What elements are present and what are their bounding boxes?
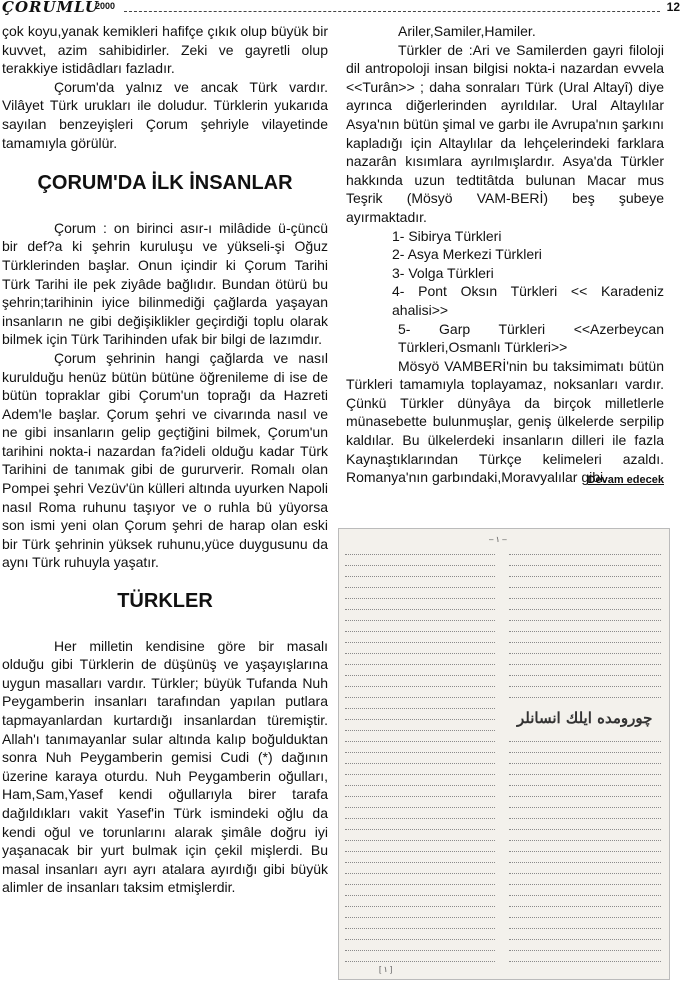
scan-text-line: [509, 626, 661, 632]
paragraph: çok koyu,yanak kemikleri hafifçe çıkık olup büyük bir kuvvet, azim sahibidirler. Zeki ve gayretli olup terakkiye istidâdları fazladır.: [2, 23, 328, 77]
scan-text-line: [509, 835, 661, 841]
scan-text-line: [509, 582, 661, 588]
scan-text-line: [345, 571, 495, 577]
scan-text-line: [509, 593, 661, 599]
scan-text-line: [509, 637, 661, 643]
list-item: 3- Volga Türkleri: [392, 264, 494, 281]
scan-text-line: [509, 560, 661, 566]
scan-text-line: [509, 901, 661, 907]
scan-title: چورومده ایلك انسانلر: [517, 709, 653, 727]
scan-text-line: [345, 824, 495, 830]
scan-text-line: [345, 945, 495, 951]
issue-year: 2000: [95, 1, 116, 11]
section-heading: ÇORUM'DA İLK İNSANLAR: [37, 172, 293, 195]
paragraph: Her milletin kendisine göre bir masalı olduğu gibi Türklerin de düşünüş ve yaşayışlarına uygun masalları vardır. Türkler; büyük Tufanda Nuh Peygamberin insanları tarafından yapılan putlara tapmayanlardan kurtardığı insanlardan türemiştir. Allah'ı tanımayanlar sular altında kalıp boğulduktan sonra Nuh Peygamberin gemisi Cudi (*) dağının üzerine karaya oturdu. Nuh Peygamberin oğulları, Ham,Sam,Yasef kendi oğullarıyla birer tarafa dağıldıkları vakit Yasef'in Türk ismindeki oğlu da kendi oğul ve torunlarını alarak şimâle doğru iyi yaşanacak bir yurt bulmak için çekil mişlerdi. Bu masal insanları ayrı ayrı atalara ayırdığı gibi büyük alimler de insanları taksim etmişlerdir.: [2, 637, 328, 896]
scan-text-line: [509, 780, 661, 786]
scanned-ottoman-page: [338, 528, 670, 980]
scan-text-line: [509, 890, 661, 896]
scan-footnote: [ ١ ]: [379, 965, 393, 974]
scan-text-line: [345, 681, 495, 687]
scan-text-line: [509, 648, 661, 654]
page-header: [0, 0, 684, 16]
scan-text-line: [345, 703, 495, 709]
scan-text-line: [345, 901, 495, 907]
scan-text-line: [509, 868, 661, 874]
scan-text-line: [345, 747, 495, 753]
scan-text-line: [509, 736, 661, 742]
scan-text-line: [345, 791, 495, 797]
scan-text-line: [345, 714, 495, 720]
scan-text-line: [345, 868, 495, 874]
scan-text-line: [509, 692, 661, 698]
scan-text-line: [345, 934, 495, 940]
scan-text-line: [509, 813, 661, 819]
list-item: 4- Pont Oksın Türkleri << Karadeniz ahalisi>>: [392, 283, 664, 318]
scan-text-line: [345, 956, 495, 962]
paragraph: Mösyö VAMBERİ'nin bu taksimimatı bütün Türkleri tamamıyla toplayamaz, noksanları vardır. Çünkü Türkler dünyâya da birçok milletlerle münasebette bulunmuşlar, geniş ülkelerde serpilip kaldılar. Bu ülkelerdeki insanların dilleri ile fazla Kaynaştıklarından Türkçe kelimeleri azaldı. Romanya'nın garbındaki,Moravyalılar gibi.: [346, 357, 664, 486]
scan-text-line: [509, 945, 661, 951]
scan-text-line: [509, 758, 661, 764]
scan-text-line: [509, 549, 661, 555]
scan-text-line: [345, 615, 495, 621]
scan-text-line: [345, 692, 495, 698]
scan-text-line: [509, 615, 661, 621]
left-column: [2, 22, 328, 897]
scan-text-line: [509, 659, 661, 665]
scan-text-line: [509, 571, 661, 577]
scan-text-line: [509, 802, 661, 808]
header-rule: [124, 11, 660, 12]
scan-text-line: [345, 835, 495, 841]
scan-text-line: [345, 637, 495, 643]
continued-note: Devam edecek: [587, 473, 664, 486]
scan-text-line: [345, 813, 495, 819]
scan-text-line: [509, 604, 661, 610]
scan-text-line: [345, 648, 495, 654]
scan-text-line: [345, 593, 495, 599]
scan-text-line: [345, 725, 495, 731]
scan-text-line: [345, 802, 495, 808]
list-item: 2- Asya Merkezi Türkleri: [392, 246, 542, 263]
scan-text-line: [509, 670, 661, 676]
paragraph: Çorum : on birinci asır-ı milâdide ü-çüncü bir def?a ki şehrin kuruluşu ve yükseli-şi Oğuz Türklerinden başlar. Onun içindir ki Çorum Tarihi Türk Tarihi ile pek ziyâde bağlıdır. Bundan ötürü bu şehrin;tarihinin iyice bilinmediği çağlarda yaşayan insanların ne gibi değişiklikler geçirdiği toplu olarak bilmek için Türk Tarihinden ufak bir bilgi de lazımdır.: [2, 219, 328, 348]
scan-text-line: [509, 846, 661, 852]
scan-text-line: [345, 923, 495, 929]
scan-text-line: [509, 857, 661, 863]
scan-text-line: [345, 626, 495, 632]
page-number: 12: [666, 0, 680, 14]
scan-text-line: [345, 890, 495, 896]
paragraph: Çorum şehrinin hangi çağlarda ve nasıl kurulduğu henüz bütün bütüne öğrenileme di ise de bütün topraklar gibi Çorum'un toprağı da Hazreti Adem'le başlar. Çorum şehri ve civarında nasıl ve ne gibi insanların gelip geçtiğini bilmek, Çorum'un tarihini nokta-i nazardan fa?ideli olduğu kadar Türk Tarihini de tanımak gibi de gururverir. Romalı olan Pompei şehri Vezüv'ün külleri altında uyurken Napoli nasıl Roma ruhunu taşıyor ve o ruhla bü yüyorsa son ismi yeni olan Çorum şehri de harap olan eski bir Türk şehrinin yüksek ruhunu,yüce duygusunu da aynı Türk ruhuyla yaşatır.: [2, 349, 328, 571]
paragraph: Türkler de :Ari ve Samilerden gayri filoloji dil antropoloji insan bilgisi nokta-i nazardan evvela <<Turân>> ; daha sonraları Türk (Ural Altayî) diye ayrınca diğerlerinden ayrıldılar. Ural Altaylılar Asya'nın bütün şimal ve garbı ile Avrupa'nın şarkını kapladığı için Altaylılar da lehçelerindeki farklara nazarân kısımlara ayrılmışlardır. Asya'da Türkler hakkında uzun tedtitâtda bulunan Macar mus Teşrik (Mösyö VAM-BERİ) beş şubeye ayırmaktadır.: [346, 41, 664, 225]
scan-text-line: [345, 560, 495, 566]
scan-text-line: [345, 604, 495, 610]
scan-text-line: [345, 670, 495, 676]
scan-text-line: [345, 769, 495, 775]
paragraph: Ariler,Samiler,Hamiler.: [398, 23, 536, 39]
scan-text-line: [345, 912, 495, 918]
scan-text-line: [509, 791, 661, 797]
scan-text-line: [509, 956, 661, 962]
scan-text-line: [345, 857, 495, 863]
scan-text-line: [345, 780, 495, 786]
scan-page-mark: – ١ –: [489, 535, 507, 544]
scan-text-line: [509, 769, 661, 775]
scan-text-line: [345, 846, 495, 852]
scan-text-line: [509, 824, 661, 830]
list-item: 1- Sibirya Türkleri: [392, 227, 502, 244]
scan-text-line: [345, 582, 495, 588]
scan-text-line: [345, 758, 495, 764]
scan-text-line: [509, 923, 661, 929]
scan-text-line: [509, 912, 661, 918]
scan-text-line: [345, 659, 495, 665]
magazine-logo: ÇORUMLU: [2, 0, 99, 16]
section-heading: TÜRKLER: [117, 590, 213, 613]
scan-text-line: [345, 736, 495, 742]
scan-text-line: [345, 549, 495, 555]
scan-text-line: [509, 681, 661, 687]
paragraph: Çorum'da yalnız ve ancak Türk vardır. Vilâyet Türk urukları ile doludur. Türklerin yukarıda sayılan benzeyişleri Çorum şehriyle vilayetinde tamamıyla görülür.: [2, 78, 328, 151]
scan-text-line: [509, 747, 661, 753]
scan-text-line: [509, 934, 661, 940]
scan-text-line: [509, 879, 661, 885]
right-column: [346, 22, 664, 489]
list-item: 5- Garp Türkleri <<Azerbeycan Türkleri,Osmanlı Türkleri>>: [398, 320, 664, 356]
scan-text-line: [345, 879, 495, 885]
